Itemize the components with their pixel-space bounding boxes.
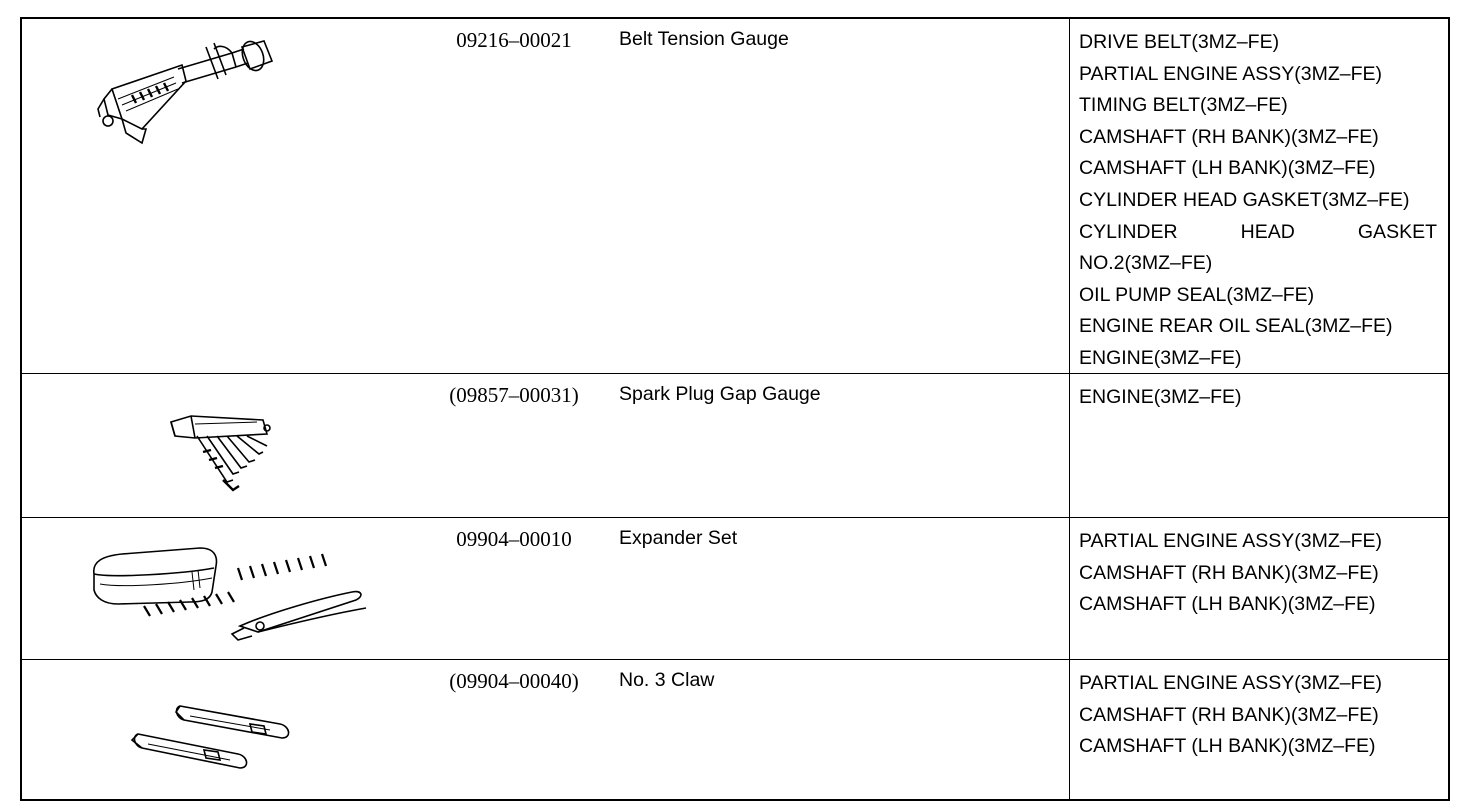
tool-name: Belt Tension Gauge <box>619 28 789 50</box>
application-word: GASKET <box>1357 220 1437 243</box>
application-item: CYLINDER HEAD GASKET(3MZ–FE) <box>1079 188 1410 211</box>
belt-tension-gauge-icon <box>82 37 282 152</box>
part-number: 09904–00010 <box>456 527 572 551</box>
application-item: ENGINE(3MZ–FE) <box>1079 386 1242 408</box>
application-item: CAMSHAFT (LH BANK)(3MZ–FE) <box>1079 157 1376 180</box>
part-number: (09857–00031) <box>449 383 579 407</box>
tool-row <box>22 660 1448 801</box>
application-item: TIMING BELT(3MZ–FE) <box>1079 94 1288 117</box>
application-item-justified <box>1079 217 1437 249</box>
tool-row <box>22 374 1448 518</box>
application-item: CAMSHAFT (RH BANK)(3MZ–FE) <box>1079 125 1379 148</box>
claw-icon <box>130 698 300 783</box>
application-list <box>1079 526 1437 621</box>
application-word: HEAD <box>1240 220 1295 243</box>
application-item: DRIVE BELT(3MZ–FE) <box>1079 31 1280 53</box>
application-item: PARTIAL ENGINE ASSY(3MZ–FE) <box>1079 530 1383 552</box>
part-number: (09904–00040) <box>449 669 579 693</box>
application-item: ENGINE REAR OIL SEAL(3MZ–FE) <box>1079 315 1393 338</box>
tool-row <box>22 518 1448 660</box>
application-item: PARTIAL ENGINE ASSY(3MZ–FE) <box>1079 672 1383 694</box>
tool-name: No. 3 Claw <box>619 669 715 691</box>
expander-set-icon <box>82 542 372 642</box>
application-item: CAMSHAFT (RH BANK)(3MZ–FE) <box>1079 561 1379 584</box>
part-number: 09216–00021 <box>456 28 572 52</box>
tool-name: Expander Set <box>619 527 738 549</box>
application-item: ENGINE(3MZ–FE) <box>1079 346 1242 369</box>
application-item: PARTIAL ENGINE ASSY(3MZ–FE) <box>1079 62 1383 85</box>
special-service-tools-table <box>20 17 1450 801</box>
application-list <box>1079 668 1437 763</box>
tool-name: Spark Plug Gap Gauge <box>619 383 821 405</box>
application-list <box>1079 27 1437 375</box>
application-item: CAMSHAFT (LH BANK)(3MZ–FE) <box>1079 593 1376 616</box>
application-item: NO.2(3MZ–FE) <box>1079 252 1213 275</box>
application-word: CYLINDER <box>1079 220 1178 243</box>
application-item: CAMSHAFT (RH BANK)(3MZ–FE) <box>1079 703 1379 726</box>
application-list <box>1079 382 1437 414</box>
spark-plug-gap-gauge-icon <box>167 414 282 494</box>
application-item: OIL PUMP SEAL(3MZ–FE) <box>1079 283 1315 306</box>
application-item: CAMSHAFT (LH BANK)(3MZ–FE) <box>1079 735 1376 758</box>
tool-row <box>22 19 1448 374</box>
